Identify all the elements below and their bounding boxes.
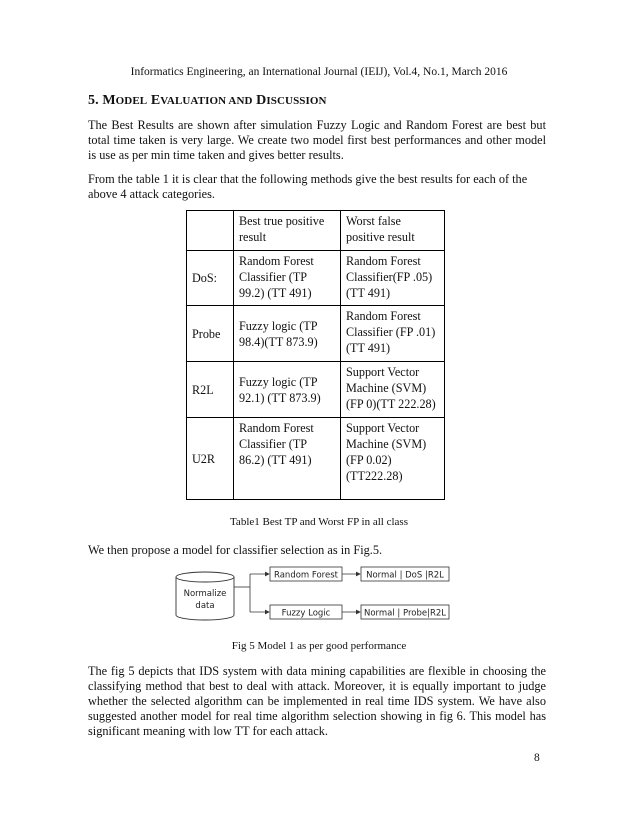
top-classes-label: Normal | DoS |R2L	[366, 570, 444, 581]
section-title-cap-2: E	[150, 93, 161, 108]
model-diagram	[170, 563, 470, 625]
table-cell-worst: Support Vector Machine (SVM) (FP 0)(TT 222.28)	[341, 362, 445, 418]
section-title-rest-3: ISCUSSION	[266, 95, 327, 107]
table-cell-worst: Random Forest Classifier (FP .01) (TT 491)	[341, 306, 445, 362]
table-cell-attack: R2L	[187, 362, 234, 418]
table-header-cell: Worst false positive result	[341, 211, 445, 251]
paragraph-model-intro: We then propose a model for classifier selection as in Fig.5.	[88, 543, 383, 557]
table-header-cell: Best true positive result	[234, 211, 341, 251]
table-cell-best: Fuzzy logic (TP 92.1) (TT 873.9)	[234, 362, 341, 418]
table-cell-best: Random Forest Classifier (TP 99.2) (TT 491)	[234, 251, 341, 306]
table-cell-best: Fuzzy logic (TP 98.4)(TT 873.9)	[234, 306, 341, 362]
table-caption: Table1 Best TP and Worst FP in all class	[229, 516, 408, 528]
running-header: Informatics Engineering, an International Journal (IEIJ), Vol.4, No.1, March 2016	[130, 66, 508, 78]
section-title-cap-1: M	[102, 93, 116, 108]
paragraph-results: The Best Results are shown after simulation Fuzzy Logic and Random Forest are best but total time taken is very large. We create two model first best performances and other model is use as per min time taken and gives better results.	[88, 118, 546, 162]
table-cell-attack: U2R	[187, 418, 234, 500]
section-title-rest-1: ODEL	[115, 95, 148, 107]
table-cell-attack: Probe	[187, 306, 234, 362]
table-row	[187, 418, 445, 500]
cylinder-label-line1: Normalize	[183, 589, 227, 599]
results-table	[186, 210, 445, 500]
random-forest-label: Random Forest	[274, 570, 338, 581]
table-row	[187, 362, 445, 418]
section-title-rest-2: VALUATION AND	[160, 95, 253, 107]
table-row	[187, 306, 445, 362]
paragraph-table-intro: From the table 1 it is clear that the following methods give the best results for each of the above 4 attack categories.	[88, 172, 528, 201]
table-cell-worst: Random Forest Classifier(FP .05) (TT 491)	[341, 251, 445, 306]
table-cell-attack: DoS:	[187, 251, 234, 306]
figure-caption: Fig 5 Model 1 as per good performance	[231, 640, 407, 652]
table-header-cell	[187, 211, 234, 251]
fuzzy-logic-label: Fuzzy Logic	[281, 608, 331, 619]
table-cell-best: Random Forest Classifier (TP 86.2) (TT 491)	[234, 418, 341, 500]
section-title	[88, 93, 327, 109]
table-cell-worst: Support Vector Machine (SVM) (FP 0.02) (TT222.28)	[341, 418, 445, 500]
cylinder-label-line2: data	[195, 601, 215, 611]
paragraph-discussion: The fig 5 depicts that IDS system with data mining capabilities are flexible in choosing the classifying method that best to deal with attack. Moreover, it is equally important to judge whether the selected algorithm can be implemented in real time IDS system. We have also suggested another model for real time algorithm selection showing in fig 6. This model has significant meaning with low TT for each attack.	[88, 664, 546, 738]
table-header-row	[187, 211, 445, 251]
page-number: 8	[534, 752, 540, 764]
table-row	[187, 251, 445, 306]
bottom-classes-label: Normal | Probe|R2L	[363, 608, 447, 619]
section-title-cap-3: D	[256, 93, 267, 108]
section-number: 5.	[88, 93, 99, 108]
